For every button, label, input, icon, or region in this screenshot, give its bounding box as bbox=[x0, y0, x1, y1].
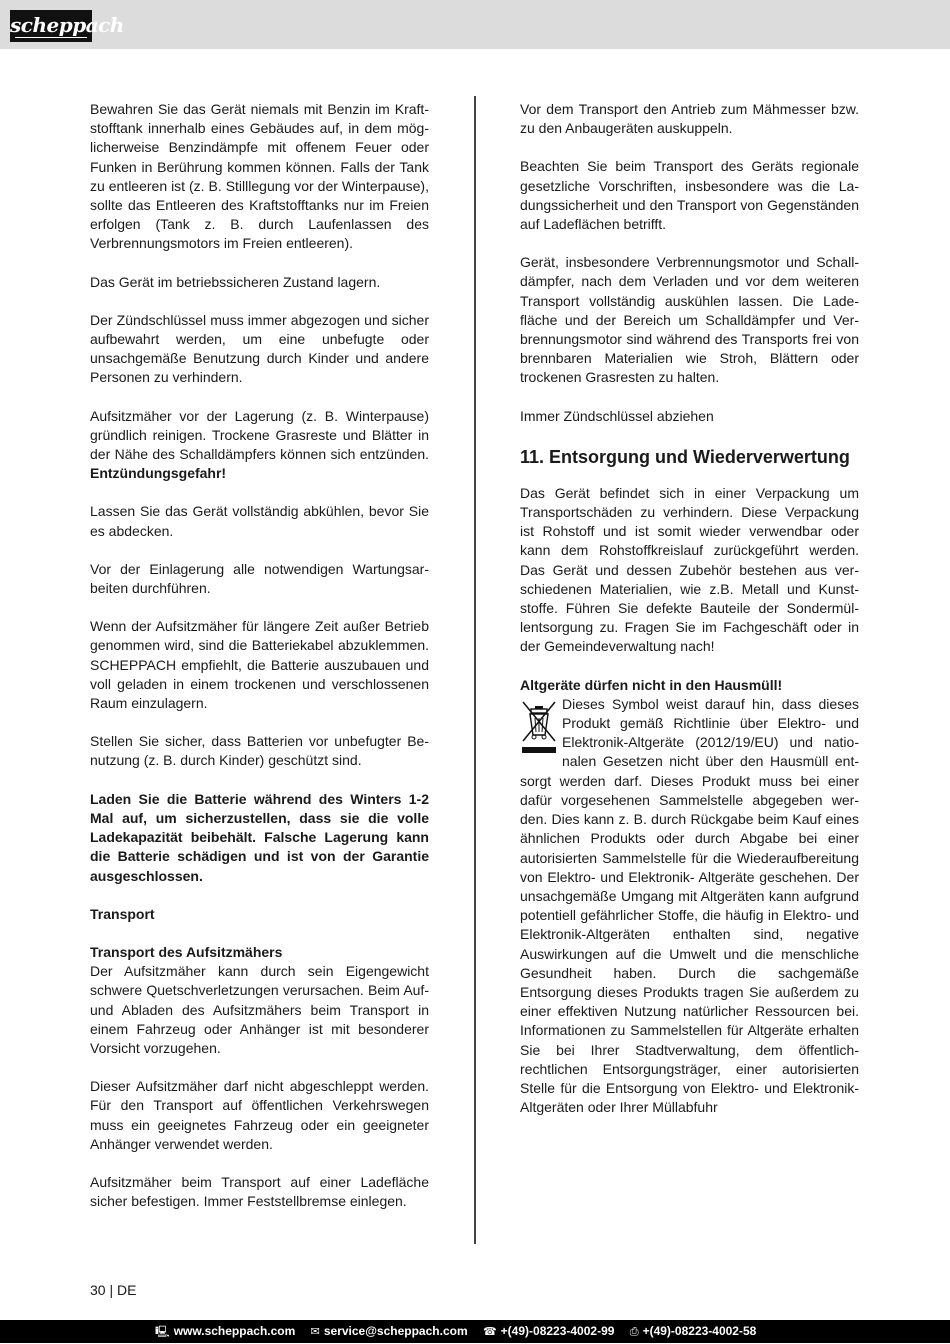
subheading-transport-mower: Transport des Aufsitzmähers bbox=[90, 943, 283, 960]
weee-section bbox=[520, 695, 859, 1117]
scheppach-logo bbox=[10, 10, 124, 42]
paragraph: Der Aufsitzmäher kann durch sein Eigengewicht schwere Quetschverletzungen verursachen. Beim Auf- und Abladen des Aufsitzmähers beim Transport in einem Fahrzeug oder Anhänger ist mit besonderer Vorsicht vorzugehen. bbox=[90, 963, 429, 1056]
paragraph: Beachten Sie beim Transport des Geräts regionale gesetzliche Vorschriften, insbesondere was die Ladungssicherheit und den Transport von Gegenständen auf Ladeflächen betrifft. bbox=[520, 158, 859, 233]
paragraph: Gerät, insbesondere Verbrennungsmotor und Schalldämpfer, nach dem Verladen und vor dem weiteren Transport vollständig auskühlen lassen. Die Ladefläche und der Bereich um Schalldämpfer und Verbrennungsmotor sind während des Transports frei von brennbaren Materialien wie Stroh, Blättern oder trockenen Grasresten zu halten. bbox=[520, 254, 859, 386]
paragraph: Lassen Sie das Gerät vollständig abkühlen, bevor Sie es abdecken. bbox=[90, 503, 429, 539]
paragraph-text: Aufsitzmäher vor der Lagerung (z. B. Winterpause) gründlich reinigen. Trockene Grasreste und Blätter in der Nähe des Schalldämpfers können sich entzünden. bbox=[90, 407, 429, 463]
contact-bar bbox=[0, 1320, 950, 1343]
warning-text: Entzündungsgefahr! bbox=[90, 465, 227, 482]
section-title-disposal: 11. Entsorgung und Wiederverwertung bbox=[520, 446, 850, 467]
section-heading-transport: Transport bbox=[90, 905, 155, 922]
column-divider bbox=[474, 96, 476, 1244]
website-contact[interactable] bbox=[155, 1324, 295, 1338]
paragraph bbox=[90, 407, 429, 484]
phone-contact[interactable] bbox=[483, 1324, 614, 1338]
left-column bbox=[90, 100, 429, 1230]
paragraph: Stellen Sie sicher, dass Batterien vor unbefugter Benutzung (z. B. durch Kinder) geschützt sind. bbox=[90, 733, 429, 769]
logo-underline bbox=[15, 37, 87, 38]
paragraph: Vor der Einlagerung alle notwendigen Wartungsarbeiten durchführen. bbox=[90, 560, 429, 597]
paragraph: Dieses Symbol weist darauf hin, dass dieses Produkt gemäß Richtlinie über Elektro- und Elektronik-Altgeräte (2012/19/EU) und nationalen Gesetzen nicht über den Hausmüll entsorgt werden darf. Dieses Produkt muss bei einer dafür vorgesehenen Sammelstelle abgegeben werden. Dies kann z. B. durch Rückgabe beim Kauf eines ähnlichen Produkts oder durch Abgabe bei einer autorisierten Sammelstelle für die Wiederaufbereitung von Elektro- und Elektronik- Altgeräte geschehen. Der unsachgemäße Umgang mit Altgeräten kann aufgrund potentiell gefährlicher Stoffe, die häufig in Elektro- und Elektronik-Altgeräten enthalten sind, negative Auswirkungen auf die Umwelt und die menschliche Gesundheit haben. Durch die sachgemäße Entsorgung dieses Produkts tragen Sie außerdem zu einer effektiven Nutzung natürlicher Ressourcen bei. Informationen zu Sammelstellen für Altgeräte erhalten Sie bei Ihrer Stadtverwaltung, dem öffentlich-rechtlichen Entsorgungsträger, einer autorisierten Stelle für die Entsorgung von Elektro- und Elektronik-Altgeräten oder Ihrer Müllabfuhr bbox=[520, 695, 859, 1116]
logo-text: scheppach bbox=[10, 13, 124, 37]
paragraph: Immer Zündschlüssel abziehen bbox=[520, 407, 714, 424]
page-number: 30 | DE bbox=[90, 1282, 137, 1298]
phone-number[interactable]: +(49)-08223-4002-99 bbox=[500, 1324, 615, 1338]
page-header bbox=[0, 0, 950, 49]
paragraph: Bewahren Sie das Gerät niemals mit Benzin im Kraftstofftank innerhalb eines Gebäudes auf, in dem möglicherweise Benzindämpfe mit offenem Feuer oder Funken in Berührung kommen können. Falls der Tank zu entleeren ist (z. B. Stilllegung vor der Winterpause), sollte das Entleeren des Kraftstofftanks nur im Freien erfolgen (Tank z. B. durch Laufenlassen des Verbrennungsmotors im Freien entleeren). bbox=[90, 101, 429, 252]
paragraph: Wenn der Aufsitzmäher für längere Zeit außer Betrieb genommen wird, sind die Batteriekabel abzuklemmen. SCHEPPACH empfiehlt, die Batterie auszubauen und voll geladen in einem trockenen und verschlossenen Raum einzulagern. bbox=[90, 618, 429, 712]
paragraph: Das Gerät im betriebssicheren Zustand lagern. bbox=[90, 273, 381, 290]
contact-items bbox=[155, 1320, 768, 1344]
fax-contact bbox=[630, 1324, 757, 1338]
paragraph: Aufsitzmäher beim Transport auf einer Ladefläche sicher befestigen. Immer Feststellbremse einlegen. bbox=[90, 1173, 429, 1210]
website-link[interactable]: www.scheppach.com bbox=[173, 1324, 296, 1338]
fax-icon: ⎙ bbox=[629, 1326, 639, 1338]
right-column bbox=[520, 100, 859, 1136]
paragraph: Das Gerät befindet sich in einer Verpackung um Transportschäden zu verhindern. Diese Verpackung ist Rohstoff und ist somit wieder verwendbar oder kann dem Rohstoffkreislauf zurückgeführt werden. Das Gerät und dessen Zubehör bestehen aus verschiedenen Materialien, wie z.B. Metall und Kunststoffe. Führen Sie defekte Bauteile der Sondermüllentsorgung zu. Fragen Sie im Fachgeschäft oder in der Gemeindeverwaltung nach! bbox=[520, 484, 859, 655]
email-link[interactable]: service@scheppach.com bbox=[323, 1324, 468, 1338]
telephone-icon: ☎ bbox=[482, 1326, 497, 1338]
fax-number: +(49)-08223-4002-58 bbox=[642, 1324, 757, 1338]
paragraph: Vor dem Transport den Antrieb zum Mähmesser bzw. zu den Anbaugeräten auskuppeln. bbox=[520, 101, 859, 137]
paragraph: Dieser Aufsitzmäher darf nicht abgeschleppt werden. Für den Transport auf öffentlichen Verkehrswegen muss ein geeignetes Fahrzeug oder ein geeigneter Anhänger verwendet werden. bbox=[90, 1078, 429, 1152]
computer-icon: 🖳 bbox=[155, 1326, 170, 1338]
email-contact[interactable] bbox=[311, 1324, 468, 1338]
envelope-icon: ✉ bbox=[310, 1326, 320, 1338]
paragraph: Der Zündschlüssel muss immer abgezogen und sicher aufbewahrt werden, um eine unbefugte oder unsachgemäße Benutzung durch Kinder und andere Personen zu verhindern. bbox=[90, 311, 429, 386]
subheading-weee: Altgeräte dürfen nicht in den Hausmüll! bbox=[520, 676, 783, 693]
crossed-bin-icon bbox=[520, 697, 558, 759]
battery-warning: Laden Sie die Batterie während des Winters 1-2 Mal auf, um sicherzustellen, dass sie die volle Ladekapazität beibehält. Falsche Lagerung kann die Batterie schädigen und ist von der Garantie ausgeschlossen. bbox=[90, 790, 429, 884]
